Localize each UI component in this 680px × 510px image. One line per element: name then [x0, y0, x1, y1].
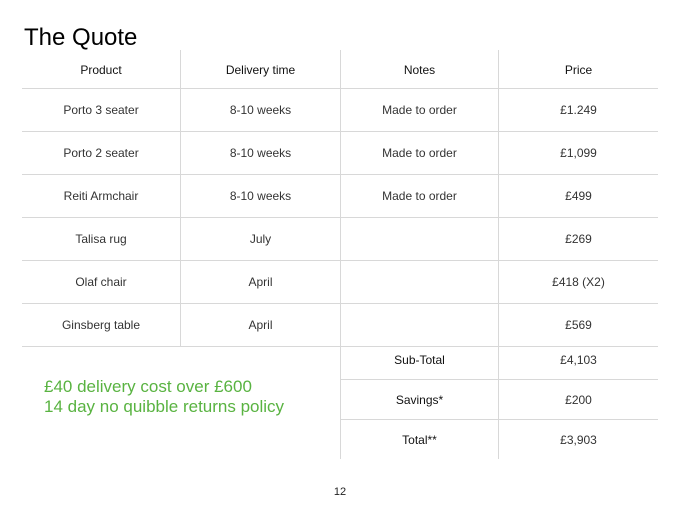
total-label: Total**	[340, 420, 498, 459]
table-row	[22, 218, 658, 261]
notes-cell: Made to order	[340, 89, 498, 131]
quote-table	[22, 50, 658, 347]
savings-value: £200	[498, 380, 658, 419]
savings-row	[340, 380, 658, 420]
product-cell: Ginsberg table	[61, 318, 141, 332]
subtotal-label: Sub-Total	[340, 340, 498, 379]
total-row	[340, 420, 658, 459]
delivery-cell: 8-10 weeks	[180, 175, 340, 217]
savings-label: Savings*	[340, 380, 498, 419]
page-title: The Quote	[24, 24, 138, 51]
delivery-cell: 8-10 weeks	[180, 132, 340, 174]
table-header	[22, 50, 658, 89]
price-cell: £418 (X2)	[498, 261, 658, 303]
product-cell: Reiti Armchair	[63, 189, 139, 203]
delivery-notes	[44, 377, 284, 417]
delivery-cell: April	[180, 261, 340, 303]
delivery-cell: April	[180, 304, 340, 346]
table-row	[22, 175, 658, 218]
column-header-price: Price	[498, 50, 658, 88]
price-cell: £1,099	[498, 132, 658, 174]
table-row	[22, 261, 658, 304]
column-header-delivery-time: Delivery time	[180, 50, 340, 88]
delivery-cost-note: £40 delivery cost over £600	[44, 377, 252, 396]
price-cell: £569	[498, 304, 658, 346]
page-number: 12	[333, 486, 347, 498]
notes-cell	[340, 261, 498, 303]
product-cell: Olaf chair	[75, 275, 127, 289]
notes-cell	[340, 218, 498, 260]
table-row	[22, 89, 658, 132]
price-cell: £1.249	[498, 89, 658, 131]
price-cell: £499	[498, 175, 658, 217]
column-header-product: Product	[80, 63, 122, 77]
notes-cell: Made to order	[340, 132, 498, 174]
price-cell: £269	[498, 218, 658, 260]
summary-table	[340, 340, 658, 459]
column-header-notes: Notes	[340, 50, 498, 88]
delivery-cell: 8-10 weeks	[180, 89, 340, 131]
total-value: £3,903	[498, 420, 658, 459]
subtotal-row	[340, 340, 658, 380]
product-cell: Talisa rug	[75, 232, 127, 246]
subtotal-value: £4,103	[498, 340, 658, 379]
product-cell: Porto 3 seater	[63, 103, 139, 117]
returns-policy-note: 14 day no quibble returns policy	[44, 397, 285, 416]
table-row	[22, 132, 658, 175]
product-cell: Porto 2 seater	[63, 146, 139, 160]
delivery-cell: July	[180, 218, 340, 260]
notes-cell: Made to order	[340, 175, 498, 217]
